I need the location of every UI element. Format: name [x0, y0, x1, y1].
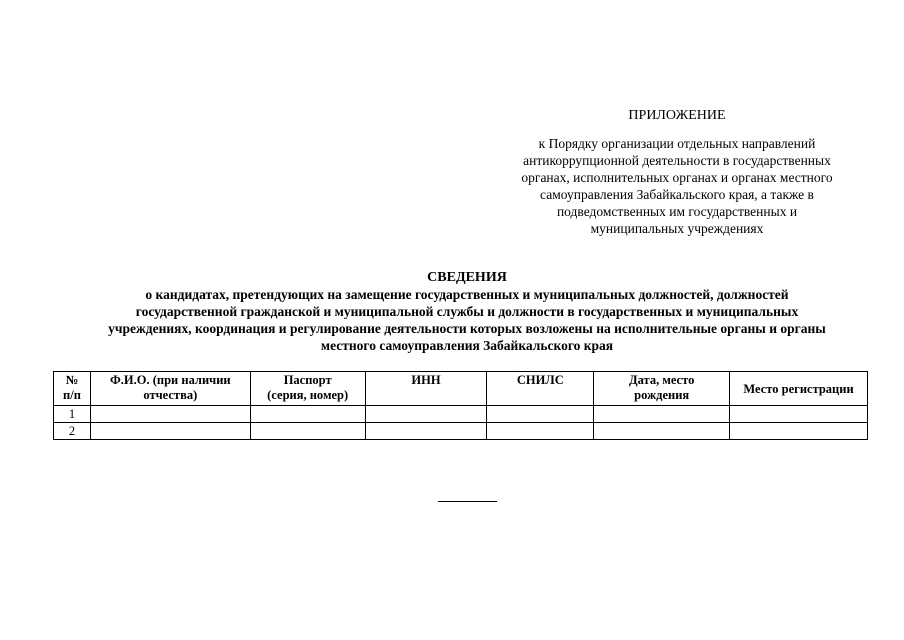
header-text: ИНН	[411, 373, 441, 387]
heading-line: учреждениях, координация и регулирование деятельности которых возложены на исполнительные органы и органы	[108, 321, 826, 336]
header-cell-snils	[487, 372, 594, 406]
header-cell-inn	[365, 372, 487, 406]
table-cell	[365, 406, 487, 423]
header-cell-registration	[730, 372, 868, 406]
table-cell	[250, 423, 365, 440]
table-cell	[250, 406, 365, 423]
candidates-table	[53, 371, 868, 440]
header-text: Место регистрации	[743, 381, 854, 396]
header-cell-passport	[250, 372, 365, 406]
table-cell	[730, 406, 868, 423]
table-cell-number: 1	[54, 406, 91, 423]
appendix-line: антикоррупционной деятельности в государственных	[523, 153, 831, 168]
header-text: рождения	[634, 388, 690, 402]
appendix-line: органах, исполнительных органах и органах местного	[521, 170, 833, 185]
table-row	[54, 406, 868, 423]
header-text: Дата, место	[629, 373, 695, 387]
heading-title: СВЕДЕНИЯ	[427, 270, 507, 285]
table-row	[54, 423, 868, 440]
appendix-block	[480, 107, 874, 237]
table-cell	[487, 423, 594, 440]
header-text: №	[65, 373, 79, 387]
heading-line: государственной гражданской и муниципальной службы и должности в государственных и муниципальных	[135, 304, 799, 319]
header-text: Паспорт	[283, 373, 332, 387]
table-cell	[487, 406, 594, 423]
table-header-row	[54, 372, 868, 406]
header-text: Ф.И.О. (при наличии	[110, 373, 231, 387]
appendix-title: ПРИЛОЖЕНИЕ	[628, 108, 726, 123]
footer-divider	[438, 501, 497, 502]
header-cell-number	[54, 372, 91, 406]
appendix-line: муниципальных учреждениях	[590, 221, 764, 236]
table-cell	[594, 406, 730, 423]
table-cell	[730, 423, 868, 440]
header-cell-birth	[594, 372, 730, 406]
header-text: (серия, номер)	[267, 388, 349, 402]
header-cell-fio	[90, 372, 250, 406]
document-heading	[30, 269, 904, 354]
table-cell	[90, 406, 250, 423]
appendix-line: к Порядку организации отдельных направлений	[538, 136, 816, 151]
appendix-line: подведомственных им государственных и	[556, 204, 798, 219]
table-cell	[365, 423, 487, 440]
header-text: п/п	[63, 388, 81, 402]
table-cell-number: 2	[54, 423, 91, 440]
table-cell	[90, 423, 250, 440]
header-text: отчества)	[143, 388, 198, 402]
table-cell	[594, 423, 730, 440]
heading-line: местного самоуправления Забайкальского края	[320, 338, 614, 353]
header-text: СНИЛС	[516, 373, 564, 387]
heading-line: о кандидатах, претендующих на замещение государственных и муниципальных должностей, должностей	[145, 287, 789, 302]
appendix-line: самоуправления Забайкальского края, а также в	[540, 187, 814, 202]
